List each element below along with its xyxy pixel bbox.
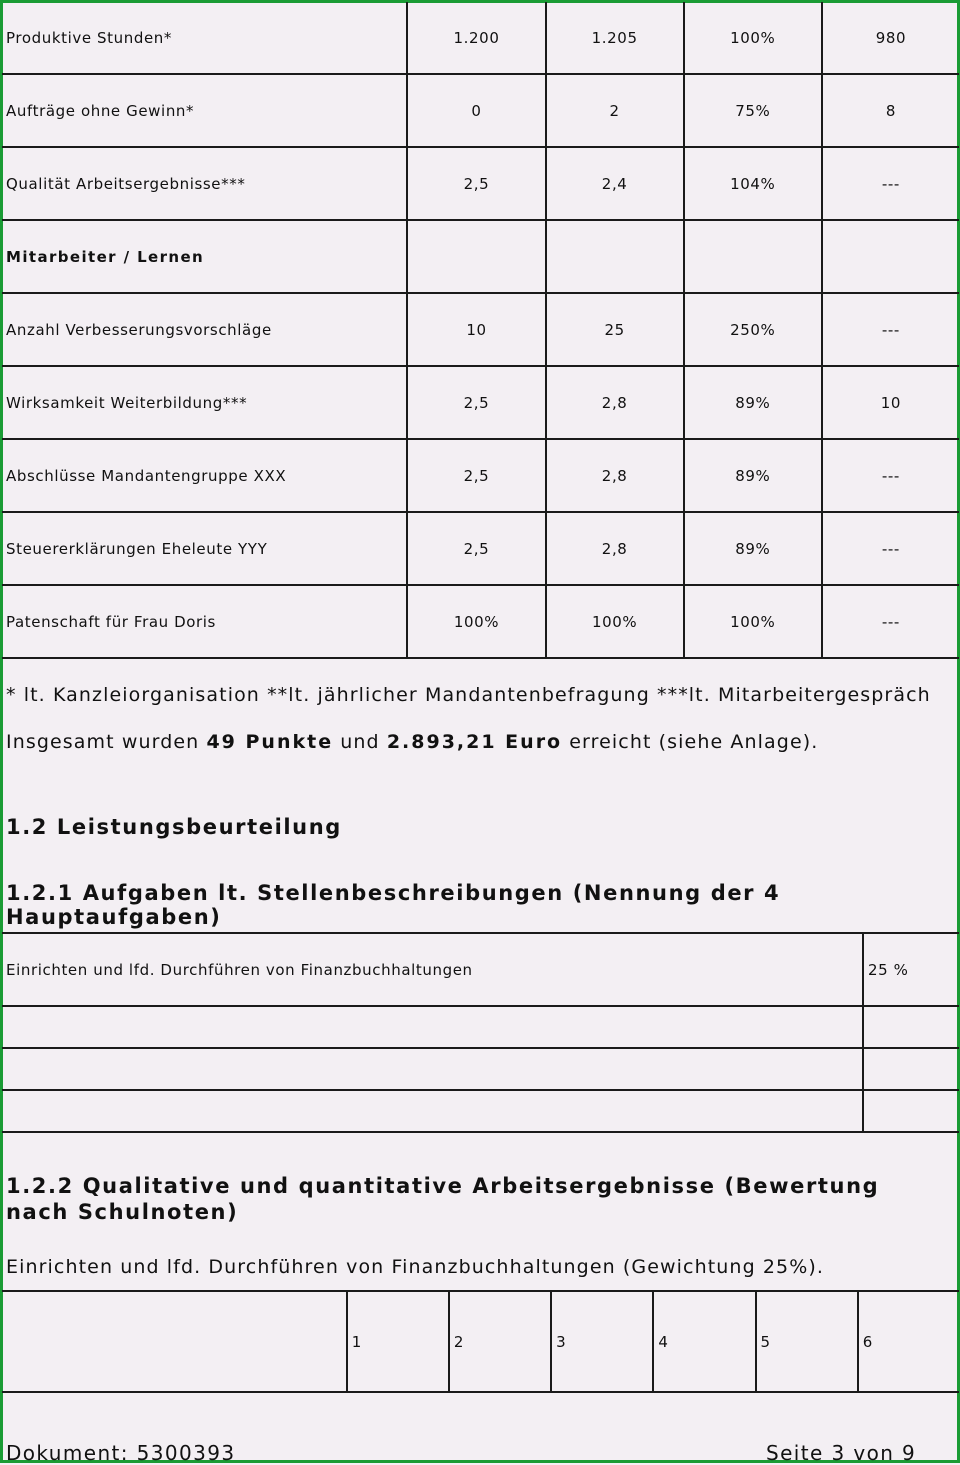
value-cell-1: 100% (407, 585, 545, 658)
value-cell-1 (407, 220, 545, 293)
value-cell-4: --- (822, 585, 959, 658)
value-cell-1: 10 (407, 293, 545, 366)
value-cell-3: 89% (684, 512, 822, 585)
heading-aufgaben: 1.2.1 Aufgaben lt. Stellenbeschreibungen (Nennung der 4 Hauptaufgaben) (6, 881, 781, 929)
summary-line (6, 731, 818, 753)
value-cell-3: 75% (684, 74, 822, 147)
kpi-table (2, 2, 959, 659)
grade-cell-2: 2 (449, 1291, 551, 1392)
value-cell-4 (822, 220, 959, 293)
grade-table (2, 1290, 959, 1393)
value-cell-2: 100% (546, 585, 684, 658)
empty-task-cell (2, 1006, 863, 1048)
table-row (2, 1006, 959, 1048)
summary-points: 49 Punkte (206, 731, 334, 753)
summary-middle: und (333, 731, 387, 753)
empty-weight-cell (863, 1048, 959, 1090)
table-row (2, 74, 959, 147)
row-label: Abschlüsse Mandantengruppe XXX (2, 439, 407, 512)
heading-leistungsbeurteilung: 1.2 Leistungsbeurteilung (6, 815, 342, 839)
value-cell-2: 2,8 (546, 512, 684, 585)
value-cell-2 (546, 220, 684, 293)
value-cell-4: --- (822, 147, 959, 220)
task-table (2, 932, 959, 1133)
row-label: Mitarbeiter / Lernen (2, 220, 407, 293)
value-cell-4: --- (822, 439, 959, 512)
row-label: Steuererklärungen Eheleute YYY (2, 512, 407, 585)
value-cell-2: 1.205 (546, 2, 684, 74)
value-cell-1: 2,5 (407, 366, 545, 439)
grade-cell-5: 5 (756, 1291, 858, 1392)
value-cell-1: 2,5 (407, 147, 545, 220)
value-cell-4: --- (822, 293, 959, 366)
table-row (2, 147, 959, 220)
value-cell-4: 8 (822, 74, 959, 147)
summary-amount: 2.893,21 Euro (386, 731, 563, 753)
row-label: Qualität Arbeitsergebnisse*** (2, 147, 407, 220)
task-weight-line: Einrichten und lfd. Durchführen von Finanzbuchhaltungen (Gewichtung 25%). (6, 1256, 825, 1278)
value-cell-4: 980 (822, 2, 959, 74)
task-cell: Einrichten und lfd. Durchführen von Finanzbuchhaltungen (2, 933, 863, 1006)
value-cell-1: 0 (407, 74, 545, 147)
grade-label-cell (2, 1291, 347, 1392)
table-row (2, 220, 959, 293)
page-number: Seite 3 von 9 (766, 1441, 917, 1465)
value-cell-4: --- (822, 512, 959, 585)
row-label: Patenschaft für Frau Doris (2, 585, 407, 658)
value-cell-1: 1.200 (407, 2, 545, 74)
document-number: Dokument: 5300393 (6, 1441, 236, 1465)
table-row (2, 2, 959, 74)
value-cell-4: 10 (822, 366, 959, 439)
table-row (2, 439, 959, 512)
grade-cell-1: 1 (347, 1291, 449, 1392)
table-row (2, 585, 959, 658)
weight-cell: 25 % (863, 933, 959, 1006)
summary-suffix: erreicht (siehe Anlage). (562, 731, 819, 753)
value-cell-3: 250% (684, 293, 822, 366)
row-label: Anzahl Verbesserungsvorschläge (2, 293, 407, 366)
value-cell-3: 89% (684, 439, 822, 512)
value-cell-2: 25 (546, 293, 684, 366)
empty-task-cell (2, 1048, 863, 1090)
row-label: Aufträge ohne Gewinn* (2, 74, 407, 147)
row-label: Wirksamkeit Weiterbildung*** (2, 366, 407, 439)
grade-cell-3: 3 (551, 1291, 653, 1392)
empty-task-cell (2, 1090, 863, 1132)
value-cell-3: 104% (684, 147, 822, 220)
value-cell-3: 89% (684, 366, 822, 439)
table-row (2, 1090, 959, 1132)
table-row (2, 366, 959, 439)
value-cell-2: 2 (546, 74, 684, 147)
value-cell-2: 2,8 (546, 439, 684, 512)
value-cell-1: 2,5 (407, 439, 545, 512)
row-label: Produktive Stunden* (2, 2, 407, 74)
table-row (2, 1291, 959, 1392)
table-row (2, 512, 959, 585)
footnote: * lt. Kanzleiorganisation **lt. jährlicher Mandantenbefragung ***lt. Mitarbeitergespräch (6, 684, 931, 706)
empty-weight-cell (863, 1090, 959, 1132)
value-cell-1: 2,5 (407, 512, 545, 585)
value-cell-3 (684, 220, 822, 293)
empty-weight-cell (863, 1006, 959, 1048)
summary-prefix: Insgesamt wurden (6, 731, 207, 753)
value-cell-2: 2,4 (546, 147, 684, 220)
heading-arbeitsergebnisse: 1.2.2 Qualitative und quantitative Arbeitsergebnisse (Bewertung nach Schulnoten) (6, 1174, 880, 1224)
table-row (2, 933, 959, 1006)
value-cell-3: 100% (684, 2, 822, 74)
value-cell-2: 2,8 (546, 366, 684, 439)
grade-cell-6: 6 (858, 1291, 959, 1392)
table-row (2, 1048, 959, 1090)
value-cell-3: 100% (684, 585, 822, 658)
grade-cell-4: 4 (653, 1291, 755, 1392)
table-row (2, 293, 959, 366)
